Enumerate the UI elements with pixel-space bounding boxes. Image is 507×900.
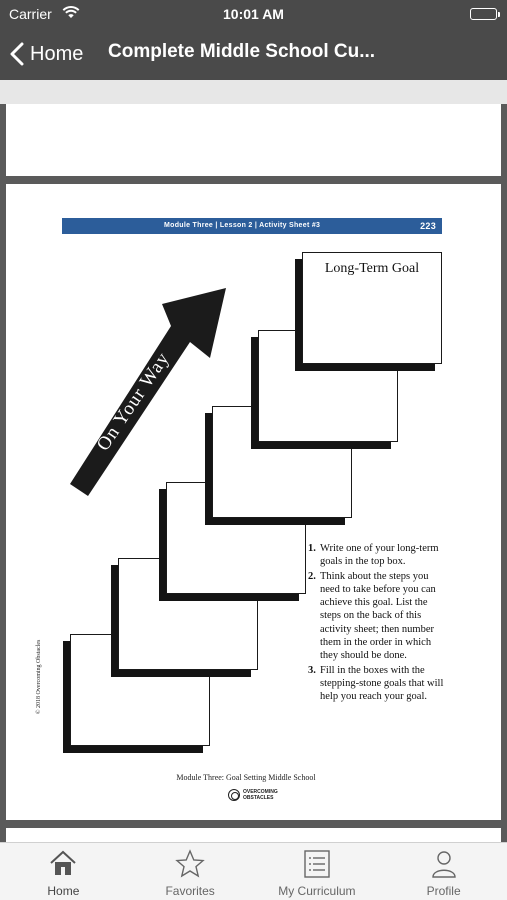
tab-profile[interactable]: Profile bbox=[380, 843, 507, 900]
instruction-item: 2. Think about the steps you need to take before you can achieve this goal. List the steps on the back of this activity sheet; then number them in the order in which they should be done. bbox=[308, 570, 436, 662]
home-icon bbox=[49, 849, 77, 877]
arrow-text: On Your Way bbox=[92, 348, 174, 455]
star-icon bbox=[175, 849, 205, 879]
on-your-way-arrow bbox=[66, 284, 236, 514]
tab-bar bbox=[0, 842, 507, 900]
back-button[interactable] bbox=[10, 39, 83, 69]
module-label: Module Three | Lesson 2 | Activity Sheet #3 bbox=[164, 222, 321, 229]
back-label: Home bbox=[30, 42, 84, 65]
page-number: 223 bbox=[420, 221, 436, 231]
list-icon bbox=[303, 849, 331, 879]
instruction-item: 1. Write one of your long-term goals in the top box. bbox=[308, 543, 439, 568]
navigation-bar bbox=[0, 28, 507, 80]
logo-mark-icon bbox=[228, 789, 240, 801]
tab-favorites[interactable]: Favorites bbox=[127, 843, 254, 900]
carrier-label: Carrier bbox=[9, 6, 52, 22]
clock: 10:01 AM bbox=[223, 6, 284, 22]
copyright-text: © 2018 Overcoming Obstacles bbox=[36, 639, 42, 714]
overcoming-obstacles-logo: OVERCOMING OBSTACLES bbox=[228, 788, 278, 802]
instructions bbox=[308, 542, 448, 705]
document-page[interactable] bbox=[6, 184, 501, 820]
tab-my-curriculum[interactable]: My Curriculum bbox=[254, 843, 381, 900]
page-footer: Module Three: Goal Setting Middle School bbox=[176, 773, 316, 782]
toolbar-strip bbox=[0, 80, 507, 104]
activity-header-bar bbox=[62, 218, 442, 234]
status-bar bbox=[0, 0, 507, 28]
battery-icon bbox=[470, 8, 497, 20]
document-page-previous[interactable] bbox=[6, 104, 501, 176]
document-page-next[interactable] bbox=[6, 828, 501, 842]
instruction-item: 3. Fill in the boxes with the stepping-stone goals that will help you reach your goal. bbox=[308, 664, 444, 703]
goal-box bbox=[302, 252, 442, 364]
chevron-left-icon bbox=[10, 42, 24, 66]
profile-icon bbox=[430, 849, 458, 879]
page-title: Complete Middle School Cu... bbox=[108, 41, 376, 62]
goal-box-label: Long-Term Goal bbox=[324, 261, 420, 276]
tab-home[interactable]: Home bbox=[0, 843, 127, 900]
